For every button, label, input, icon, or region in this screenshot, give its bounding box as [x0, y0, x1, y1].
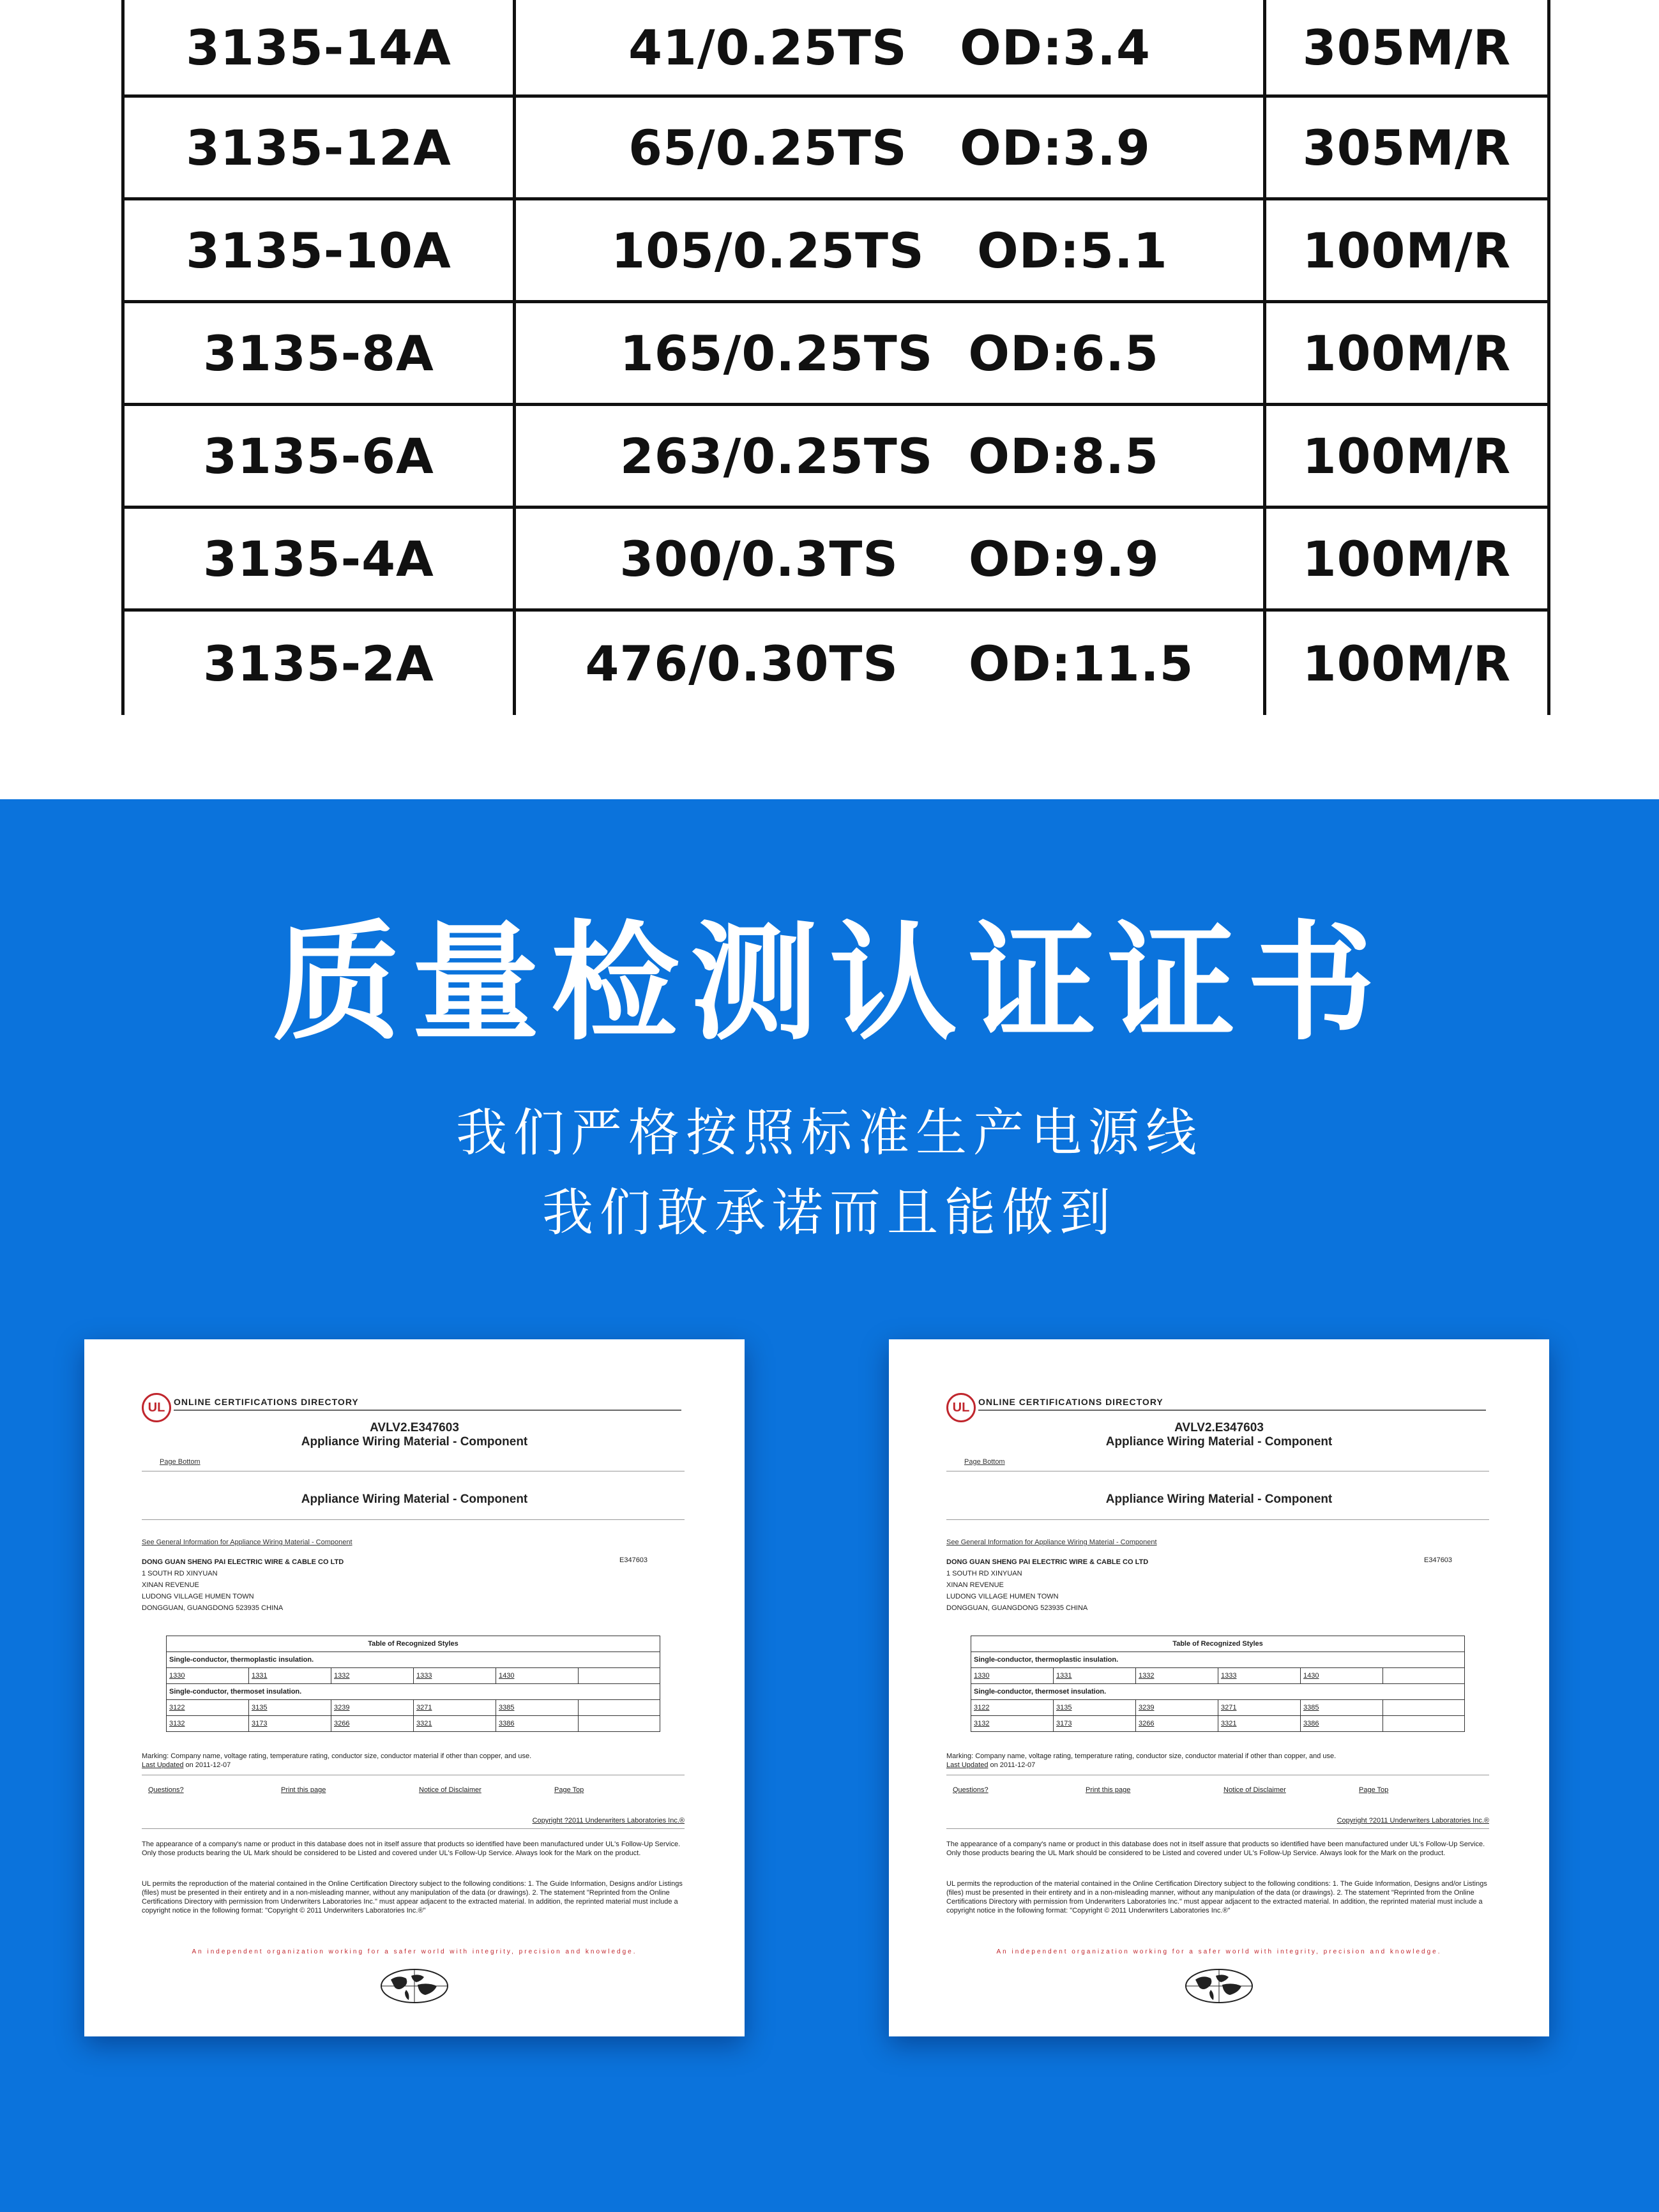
model-cell: 3135-8A — [123, 302, 515, 405]
length-cell: 100M/R — [1265, 199, 1549, 302]
style-link[interactable]: 1430 — [1301, 1668, 1383, 1684]
last-updated — [946, 1761, 1496, 1770]
empty-cell — [1383, 1716, 1465, 1732]
thermoset-label: Single-conductor, thermoset insulation. — [971, 1684, 1465, 1700]
style-link[interactable]: 3132 — [971, 1716, 1054, 1732]
style-link[interactable]: 3122 — [971, 1700, 1054, 1716]
style-link[interactable]: 3386 — [496, 1716, 579, 1732]
style-link[interactable]: 1430 — [496, 1668, 579, 1684]
address-line: 1 SOUTH RD XINYUAN — [946, 1570, 1022, 1577]
marking-info — [142, 1752, 691, 1770]
spec-row — [123, 0, 1549, 96]
length-cell: 305M/R — [1265, 96, 1549, 199]
divider — [946, 1828, 1489, 1829]
style-link[interactable]: 1332 — [1136, 1668, 1218, 1684]
spec-row — [123, 610, 1549, 716]
spec-table — [121, 0, 1550, 715]
last-updated-date: on 2011-12-07 — [988, 1761, 1036, 1769]
empty-cell — [579, 1668, 660, 1684]
address-line: LUDONG VILLAGE HUMEN TOWN — [946, 1593, 1059, 1600]
page-bottom-link[interactable]: Page Bottom — [964, 1458, 1005, 1466]
empty-cell — [579, 1716, 660, 1732]
disclaimer-link[interactable]: Notice of Disclaimer — [419, 1786, 481, 1794]
last-updated-date: on 2011-12-07 — [183, 1761, 231, 1769]
address-line: XINAN REVENUE — [946, 1581, 1004, 1589]
copyright-link[interactable]: Copyright ?2011 Underwriters Laboratories Inc.® — [532, 1817, 685, 1825]
style-link[interactable]: 3266 — [1136, 1716, 1218, 1732]
style-link[interactable]: 3239 — [1136, 1700, 1218, 1716]
spec-cell: 263/0.25TS OD:8.5 — [515, 405, 1265, 508]
category-title: Appliance Wiring Material - Component — [301, 1493, 528, 1506]
empty-cell — [1383, 1700, 1465, 1716]
copyright-link[interactable]: Copyright ?2011 Underwriters Laboratories Inc.® — [1337, 1817, 1489, 1825]
style-link[interactable]: 3266 — [331, 1716, 414, 1732]
empty-cell — [1383, 1668, 1465, 1684]
style-link[interactable]: 3385 — [1301, 1700, 1383, 1716]
length-cell: 100M/R — [1265, 610, 1549, 716]
style-link[interactable]: 3239 — [331, 1700, 414, 1716]
length-cell: 305M/R — [1265, 0, 1549, 96]
spec-row — [123, 302, 1549, 405]
spec-cell: 165/0.25TS OD:6.5 — [515, 302, 1265, 405]
divider — [946, 1519, 1489, 1520]
ul-logo-icon: UL — [946, 1393, 976, 1422]
model-cell: 3135-12A — [123, 96, 515, 199]
style-link[interactable]: 3173 — [249, 1716, 331, 1732]
disclaimer-paragraph: The appearance of a company's name or product in this database does not in itself assure that products so identified have been manufactured under UL's Follow-Up Service. Only those products bearing the UL Mark should be considered to be Listed and covered under UL's Follow-Up Service. Always look for the Mark on the product. — [142, 1840, 681, 1857]
spec-cell: 476/0.30TS OD:11.5 — [515, 610, 1265, 716]
reproduction-paragraph: UL permits the reproduction of the material contained in the Online Certification Directory subject to the following conditions: 1. The Guide Information, Designs and/or Listings (files) must be presented in their entirety and in a non-misleading manner, without any manipulation of the data (or drawings). 2. The statement "Reprinted from the Online Certifications Directory with permission from Underwriters Laboratories Inc." must appear adjacent to the extracted material. In addition, the reprinted material must include a copyright notice in the following format: "Copyright © 2011 Underwriters Laboratories Inc.®" — [946, 1880, 1487, 1915]
page-top-link[interactable]: Page Top — [1359, 1786, 1389, 1794]
spec-row — [123, 96, 1549, 199]
style-link[interactable]: 3135 — [249, 1700, 331, 1716]
style-link[interactable]: 3132 — [167, 1716, 249, 1732]
spec-cell: 300/0.3TS OD:9.9 — [515, 508, 1265, 610]
disclaimer-paragraph: The appearance of a company's name or product in this database does not in itself assure that products so identified have been manufactured under UL's Follow-Up Service. Only those products bearing the UL Mark should be considered to be Listed and covered under UL's Follow-Up Service. Always look for the Mark on the product. — [946, 1840, 1485, 1857]
spec-table-section — [0, 0, 1659, 799]
table-title: Table of Recognized Styles — [167, 1636, 660, 1652]
file-code: AVLV2.E347603 — [370, 1421, 459, 1434]
category-title: Appliance Wiring Material - Component — [1105, 1493, 1333, 1506]
recognized-styles-table — [166, 1636, 660, 1732]
style-link[interactable]: 1330 — [971, 1668, 1054, 1684]
file-code: AVLV2.E347603 — [1174, 1421, 1264, 1434]
model-cell: 3135-14A — [123, 0, 515, 96]
style-link[interactable]: 1331 — [1054, 1668, 1136, 1684]
style-link[interactable]: 3122 — [167, 1700, 249, 1716]
thermoset-label: Single-conductor, thermoset insulation. — [167, 1684, 660, 1700]
company-name: DONG GUAN SHENG PAI ELECTRIC WIRE & CABLE CO LTD — [142, 1558, 344, 1566]
ul-slogan: An independent organization working for a safer world with integrity, precision and knowledge. — [192, 1948, 637, 1955]
page-top-link[interactable]: Page Top — [554, 1786, 584, 1794]
divider — [142, 1519, 685, 1520]
last-updated-link[interactable]: Last Updated — [946, 1761, 989, 1769]
thermoplastic-label: Single-conductor, thermoplastic insulation. — [971, 1652, 1465, 1668]
style-link[interactable]: 3321 — [414, 1716, 496, 1732]
spec-row — [123, 508, 1549, 610]
model-cell: 3135-4A — [123, 508, 515, 610]
file-number: E347603 — [1424, 1556, 1453, 1564]
length-cell: 100M/R — [1265, 508, 1549, 610]
address-line: XINAN REVENUE — [142, 1581, 199, 1589]
table-title: Table of Recognized Styles — [971, 1636, 1465, 1652]
style-link[interactable]: 1331 — [249, 1668, 331, 1684]
style-link[interactable]: 1333 — [1218, 1668, 1301, 1684]
style-link[interactable]: 1330 — [167, 1668, 249, 1684]
style-link[interactable]: 3385 — [496, 1700, 579, 1716]
certificate-image — [84, 1339, 745, 2036]
divider — [978, 1410, 1486, 1411]
last-updated — [142, 1761, 691, 1770]
certificate-image — [889, 1339, 1549, 2036]
thermoplastic-label: Single-conductor, thermoplastic insulation. — [167, 1652, 660, 1668]
category-heading: Appliance Wiring Material - Component — [301, 1435, 528, 1448]
general-info-link[interactable]: See General Information for Appliance Wiring Material - Component — [142, 1539, 352, 1546]
style-link[interactable]: 3271 — [414, 1700, 496, 1716]
model-cell: 3135-10A — [123, 199, 515, 302]
page-bottom-link[interactable]: Page Bottom — [160, 1458, 201, 1466]
last-updated-link[interactable]: Last Updated — [142, 1761, 184, 1769]
address-line: 1 SOUTH RD XINYUAN — [142, 1570, 218, 1577]
divider — [142, 1828, 685, 1829]
file-number: E347603 — [619, 1556, 648, 1564]
model-cell: 3135-6A — [123, 405, 515, 508]
address-line: DONGGUAN, GUANGDONG 523935 CHINA — [142, 1604, 284, 1612]
spec-cell: 65/0.25TS OD:3.9 — [515, 96, 1265, 199]
address-line: LUDONG VILLAGE HUMEN TOWN — [142, 1593, 254, 1600]
empty-cell — [579, 1700, 660, 1716]
globe-icon — [379, 1968, 450, 2004]
style-link[interactable]: 3135 — [1054, 1700, 1136, 1716]
style-link[interactable]: 3173 — [1054, 1716, 1136, 1732]
address-line: DONGGUAN, GUANGDONG 523935 CHINA — [946, 1604, 1088, 1612]
style-link[interactable]: 3386 — [1301, 1716, 1383, 1732]
spec-row — [123, 199, 1549, 302]
recognized-styles-table — [971, 1636, 1465, 1732]
marking-text: Marking: Company name, voltage rating, temperature rating, conductor size, conductor material if other than copper, and use. — [946, 1752, 1337, 1760]
section-subtitle-1: 我们严格按照标准生产电源线 — [456, 1103, 1203, 1162]
style-link[interactable]: 1333 — [414, 1668, 496, 1684]
directory-name: ONLINE CERTIFICATIONS DIRECTORY — [174, 1397, 359, 1407]
company-name: DONG GUAN SHENG PAI ELECTRIC WIRE & CABLE CO LTD — [946, 1558, 1149, 1566]
ul-slogan: An independent organization working for a safer world with integrity, precision and knowledge. — [996, 1948, 1442, 1955]
company-address — [142, 1556, 344, 1614]
reproduction-paragraph: UL permits the reproduction of the material contained in the Online Certification Directory subject to the following conditions: 1. The Guide Information, Designs and/or Listings (files) must be presented in their entirety and in a non-misleading manner, without any manipulation of the data (or drawings). 2. The statement "Reprinted from the Online Certifications Directory with permission from Underwriters Laboratories Inc." must appear adjacent to the extracted material. In addition, the reprinted material must include a copyright notice in the following format: "Copyright © 2011 Underwriters Laboratories Inc.®" — [142, 1880, 683, 1915]
length-cell: 100M/R — [1265, 302, 1549, 405]
style-link[interactable]: 3271 — [1218, 1700, 1301, 1716]
company-address — [946, 1556, 1148, 1614]
divider — [174, 1410, 681, 1411]
questions-link[interactable]: Questions? — [953, 1786, 989, 1794]
marking-info — [946, 1752, 1496, 1770]
style-link[interactable]: 1332 — [331, 1668, 414, 1684]
ul-logo-icon: UL — [142, 1393, 171, 1422]
spec-cell: 41/0.25TS OD:3.4 — [515, 0, 1265, 96]
disclaimer-link[interactable]: Notice of Disclaimer — [1223, 1786, 1286, 1794]
model-cell: 3135-2A — [123, 610, 515, 716]
style-link[interactable]: 3321 — [1218, 1716, 1301, 1732]
globe-icon — [1184, 1968, 1254, 2004]
marking-text: Marking: Company name, voltage rating, temperature rating, conductor size, conductor material if other than copper, and use. — [142, 1752, 532, 1760]
print-link[interactable]: Print this page — [1086, 1786, 1131, 1794]
directory-name: ONLINE CERTIFICATIONS DIRECTORY — [978, 1397, 1163, 1407]
general-info-link[interactable]: See General Information for Appliance Wiring Material - Component — [946, 1539, 1157, 1546]
category-heading: Appliance Wiring Material - Component — [1105, 1435, 1333, 1448]
questions-link[interactable]: Questions? — [148, 1786, 184, 1794]
spec-row — [123, 405, 1549, 508]
section-subtitle-2: 我们敢承诺而且能做到 — [542, 1183, 1117, 1242]
length-cell: 100M/R — [1265, 405, 1549, 508]
section-title: 质量检测认证证书 — [272, 908, 1386, 1058]
print-link[interactable]: Print this page — [281, 1786, 326, 1794]
spec-cell: 105/0.25TS OD:5.1 — [515, 199, 1265, 302]
